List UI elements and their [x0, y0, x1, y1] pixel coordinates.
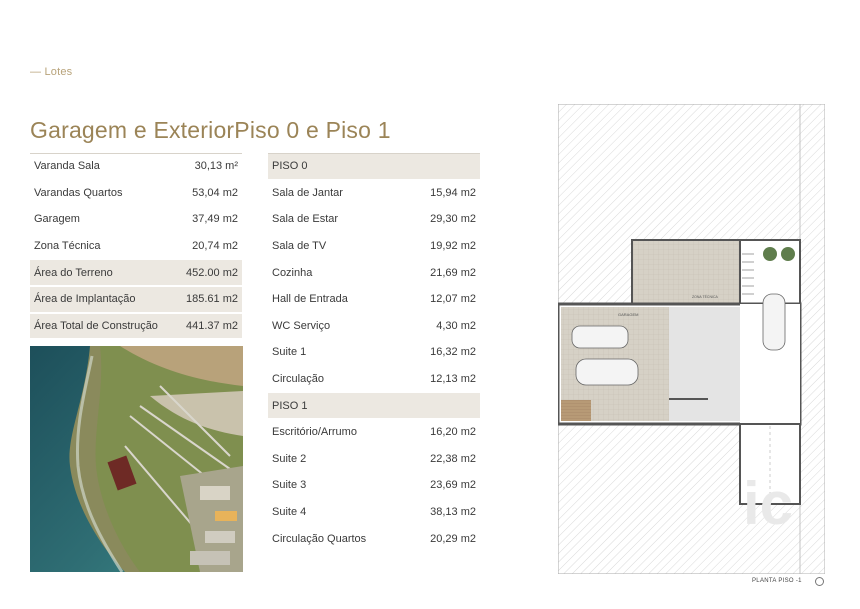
aerial-photo — [30, 346, 243, 572]
table-row-highlight: Área de Implantação 185.61 m2 — [30, 287, 242, 314]
table-row: Sala de Jantar 15,94 m2 — [268, 181, 480, 208]
areas-table — [30, 153, 242, 340]
table-row: Sala de Estar 29,30 m2 — [268, 207, 480, 234]
table-row: Varanda Sala 30,13 m² — [30, 154, 242, 181]
watermark-logo: ic — [743, 470, 794, 537]
table-row: Suite 3 23,69 m2 — [268, 473, 480, 500]
rooms-table — [268, 153, 480, 553]
table-row-highlight: Área Total de Construção 441.37 m2 — [30, 314, 242, 341]
plan-caption: PLANTA PISO -1 — [752, 578, 802, 584]
section-kicker: — Lotes — [30, 66, 73, 78]
table-row: Hall de Entrada 12,07 m2 — [268, 287, 480, 314]
section-header-piso-1: PISO 1 — [268, 393, 480, 420]
plan-label-garage: GARAGEM — [618, 312, 639, 317]
section-header-piso-0: PISO 0 — [268, 154, 480, 181]
table-row: Circulação 12,13 m2 — [268, 367, 480, 394]
table-row: WC Serviço 4,30 m2 — [268, 314, 480, 341]
table-row: Circulação Quartos 20,29 m2 — [268, 526, 480, 553]
table-row: Suite 2 22,38 m2 — [268, 447, 480, 474]
floor-plan — [558, 104, 825, 574]
table-row: Garagem 37,49 m2 — [30, 207, 242, 234]
table-row-highlight: Área do Terreno 452.00 m2 — [30, 260, 242, 287]
table-row: Sala de TV 19,92 m2 — [268, 234, 480, 261]
table-row: Cozinha 21,69 m2 — [268, 260, 480, 287]
table-row: Varandas Quartos 53,04 m2 — [30, 181, 242, 208]
table-row: Zona Técnica 20,74 m2 — [30, 234, 242, 261]
north-arrow-icon — [815, 577, 824, 586]
table-row: Suite 4 38,13 m2 — [268, 500, 480, 527]
table-row: Escritório/Arrumo 16,20 m2 — [268, 420, 480, 447]
plan-label-tech: ZONA TÉCNICA — [692, 295, 718, 299]
page-title: Garagem e ExteriorPiso 0 e Piso 1 — [30, 117, 391, 143]
table-row: Suite 1 16,32 m2 — [268, 340, 480, 367]
